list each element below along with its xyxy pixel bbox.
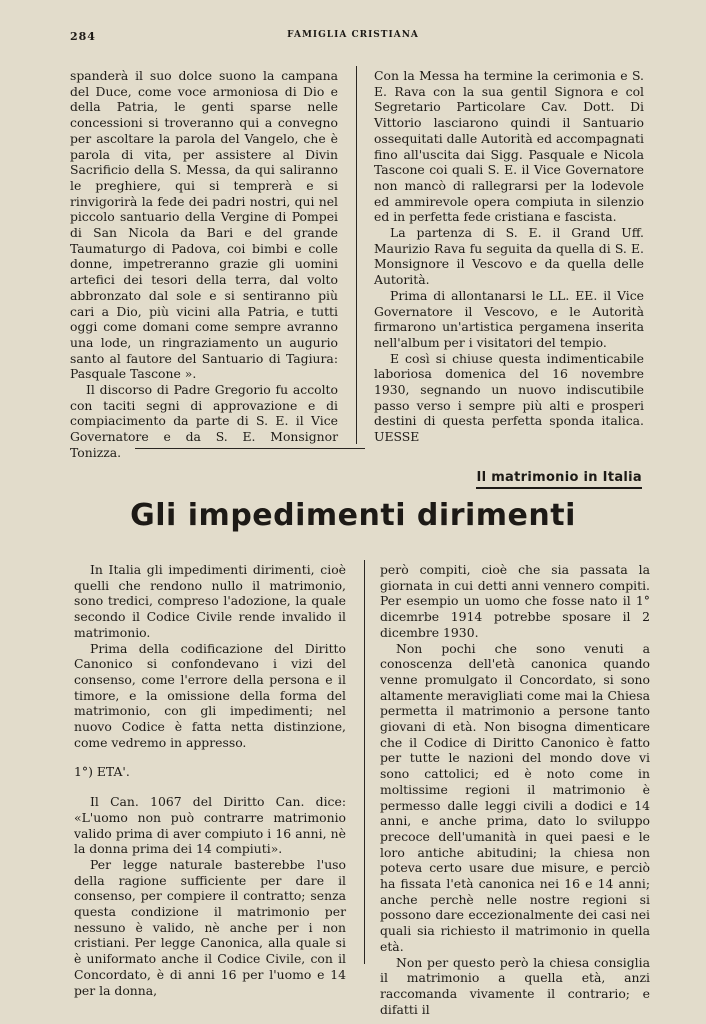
- paragraph: Prima della codificazione del Diritto Canonico si confondevano i vizi del consenso, come l'errore della persona e il timore, e la omissione della forma del matrimonio, con gli impedimenti; nel nuovo Codice è fatta netta distinzione, come vedremo in appresso.: [74, 640, 346, 750]
- paragraph: Il discorso di Padre Gregorio fu accolto con taciti segni di approvazione e di compiacimento da parte di S. E. il Vice Governatore e da S. E. Monsignor Tonizza.: [70, 382, 338, 460]
- paragraph: però compiti, cioè che sia passata la giornata in cui detti anni vennero compiti. Per esempio un uomo che fosse nato il 1° dicemrbe 1914 potrebbe sposare il 2 dicembre 1930.: [380, 562, 650, 640]
- top-right-column: [374, 68, 644, 445]
- magazine-title: FAMIGLIA CRISTIANA: [287, 30, 419, 40]
- paragraph: E così si chiuse questa indimenticabile laboriosa domenica del 16 novembre 1930, segnando un nuovo indiscutibile passo verso i sempre più alti e prosperi destini di questa perfetta sponda italica. UESSE: [374, 350, 644, 445]
- paragraph: Con la Messa ha termine la cerimonia e S. E. Rava con la sua gentil Signora e col Segretario Particolare Cav. Dott. Di Vittorio lasciarono quindi il Santuario ossequitati dalle Autorità ed accompagnati fino all'uscita dai Sigg. Pasquale e Nicola Tascone coi quali S. E. il Vice Governatore non mancò di rallegrarsi per la lodevole ed ammirevole opera compiuta in silenzio ed in perfetta fede cristiana e fascista.: [374, 68, 644, 225]
- subheading: 1°) ETA'.: [74, 764, 130, 780]
- bottom-right-column: [380, 562, 650, 1017]
- bottom-left-column: [74, 562, 346, 998]
- paragraph: In Italia gli impedimenti dirimenti, cioè quelli che rendono nullo il matrimonio, sono tredici, compreso l'adozione, la quale secondo il Codice Civile rende invalido il matrimonio.: [74, 562, 346, 640]
- paragraph: La partenza di S. E. il Grand Uff. Maurizio Rava fu seguita da quella di S. E. Monsignore il Vescovo e da quella delle Autorità.: [374, 225, 644, 288]
- column-divider: [364, 560, 365, 964]
- column-divider: [356, 66, 357, 444]
- paragraph: spanderà il suo dolce suono la campana del Duce, come voce armoniosa di Dio e della Patria, le genti sparse nelle concessioni si troveranno qui a convegno per ascoltare la parola del Vangelo, che è parola di vita, per assistere al Divin Sacrificio della S. Messa, da qui saliranno le preghiere, qui si temprerà e si rinvigorirà la fede dei padri nostri, qui nel piccolo santuario della Vergine di Pompei di San Nicola da Bari e del grande Taumaturgo di Padova, coi bimbi e colle donne, impetreranno grazie gli uomini artefici dei tesori della terra, dal volto abbronzato dal sole e si sentiranno più cari a Dio, più vicini alla Patria, e tutti oggi come domani come sempre avranno una lode, un ringraziamento un augurio santo al fautore del Santuario di Tagiura: Pasquale Tascone ».: [70, 68, 338, 382]
- paragraph: Prima di allontanarsi le LL. EE. il Vice Governatore il Vescovo, e le Autorità firmarono un'artistica pergamena inserita nell'album per i visitatori del tempio.: [374, 287, 644, 350]
- paragraph: Non pochi che sono venuti a conoscenza dell'età canonica quando venne promulgato il Concordato, si sono altamente meravigliati come mai la Chiesa permetta il matrimonio a persone tanto giovani di età. Non bisogna dimenticare che il Codice di Diritto Canonico è fatto per tutte le nazioni del mondo dove vi sono cattolici; ed è noto come in moltissime regioni il matrimonio è permesso dalle leggi civili a dodici e 14 anni, e anche prima, dato lo sviluppo precoce dell'umanità in quei paesi e le loro antiche abitudini; la chiesa non poteva certo usare due misure, e perciò ha fissata l'età canonica nei 16 e 14 anni; anche perchè nelle nostre regioni si possono dare eccezionalmente dei casi nei quali sia richiesto il matrimonio in quella età.: [380, 640, 650, 954]
- paragraph: Per legge naturale basterebbe l'uso della ragione sufficiente per dare il consenso, per compiere il contratto; senza questa condizione il matrimonio per nessuno è valido, nè anche per i non cristiani. Per legge Canonica, alla quale si è uniformato anche il Codice Civile, con il Concordato, è di anni 16 per l'uomo e 14 per la donna,: [74, 856, 346, 998]
- paragraph: Non per questo però la chiesa consiglia il matrimonio a quella età, anzi raccomanda vivamente il contrario; e difatti il: [380, 954, 650, 1017]
- paragraph: Il Can. 1067 del Diritto Can. dice: «L'uomo non può contrarre matrimonio valido prima di aver compiuto i 16 anni, nè la donna prima dei 14 compiuti».: [74, 794, 346, 857]
- article-end-rule: [135, 448, 365, 449]
- page-header: [0, 30, 706, 46]
- page-number: 284: [70, 30, 96, 43]
- article-headline: Gli impedimenti dirimenti: [130, 498, 576, 533]
- section-label: Il matrimonio in Italia: [476, 470, 642, 489]
- top-left-column: [70, 68, 338, 461]
